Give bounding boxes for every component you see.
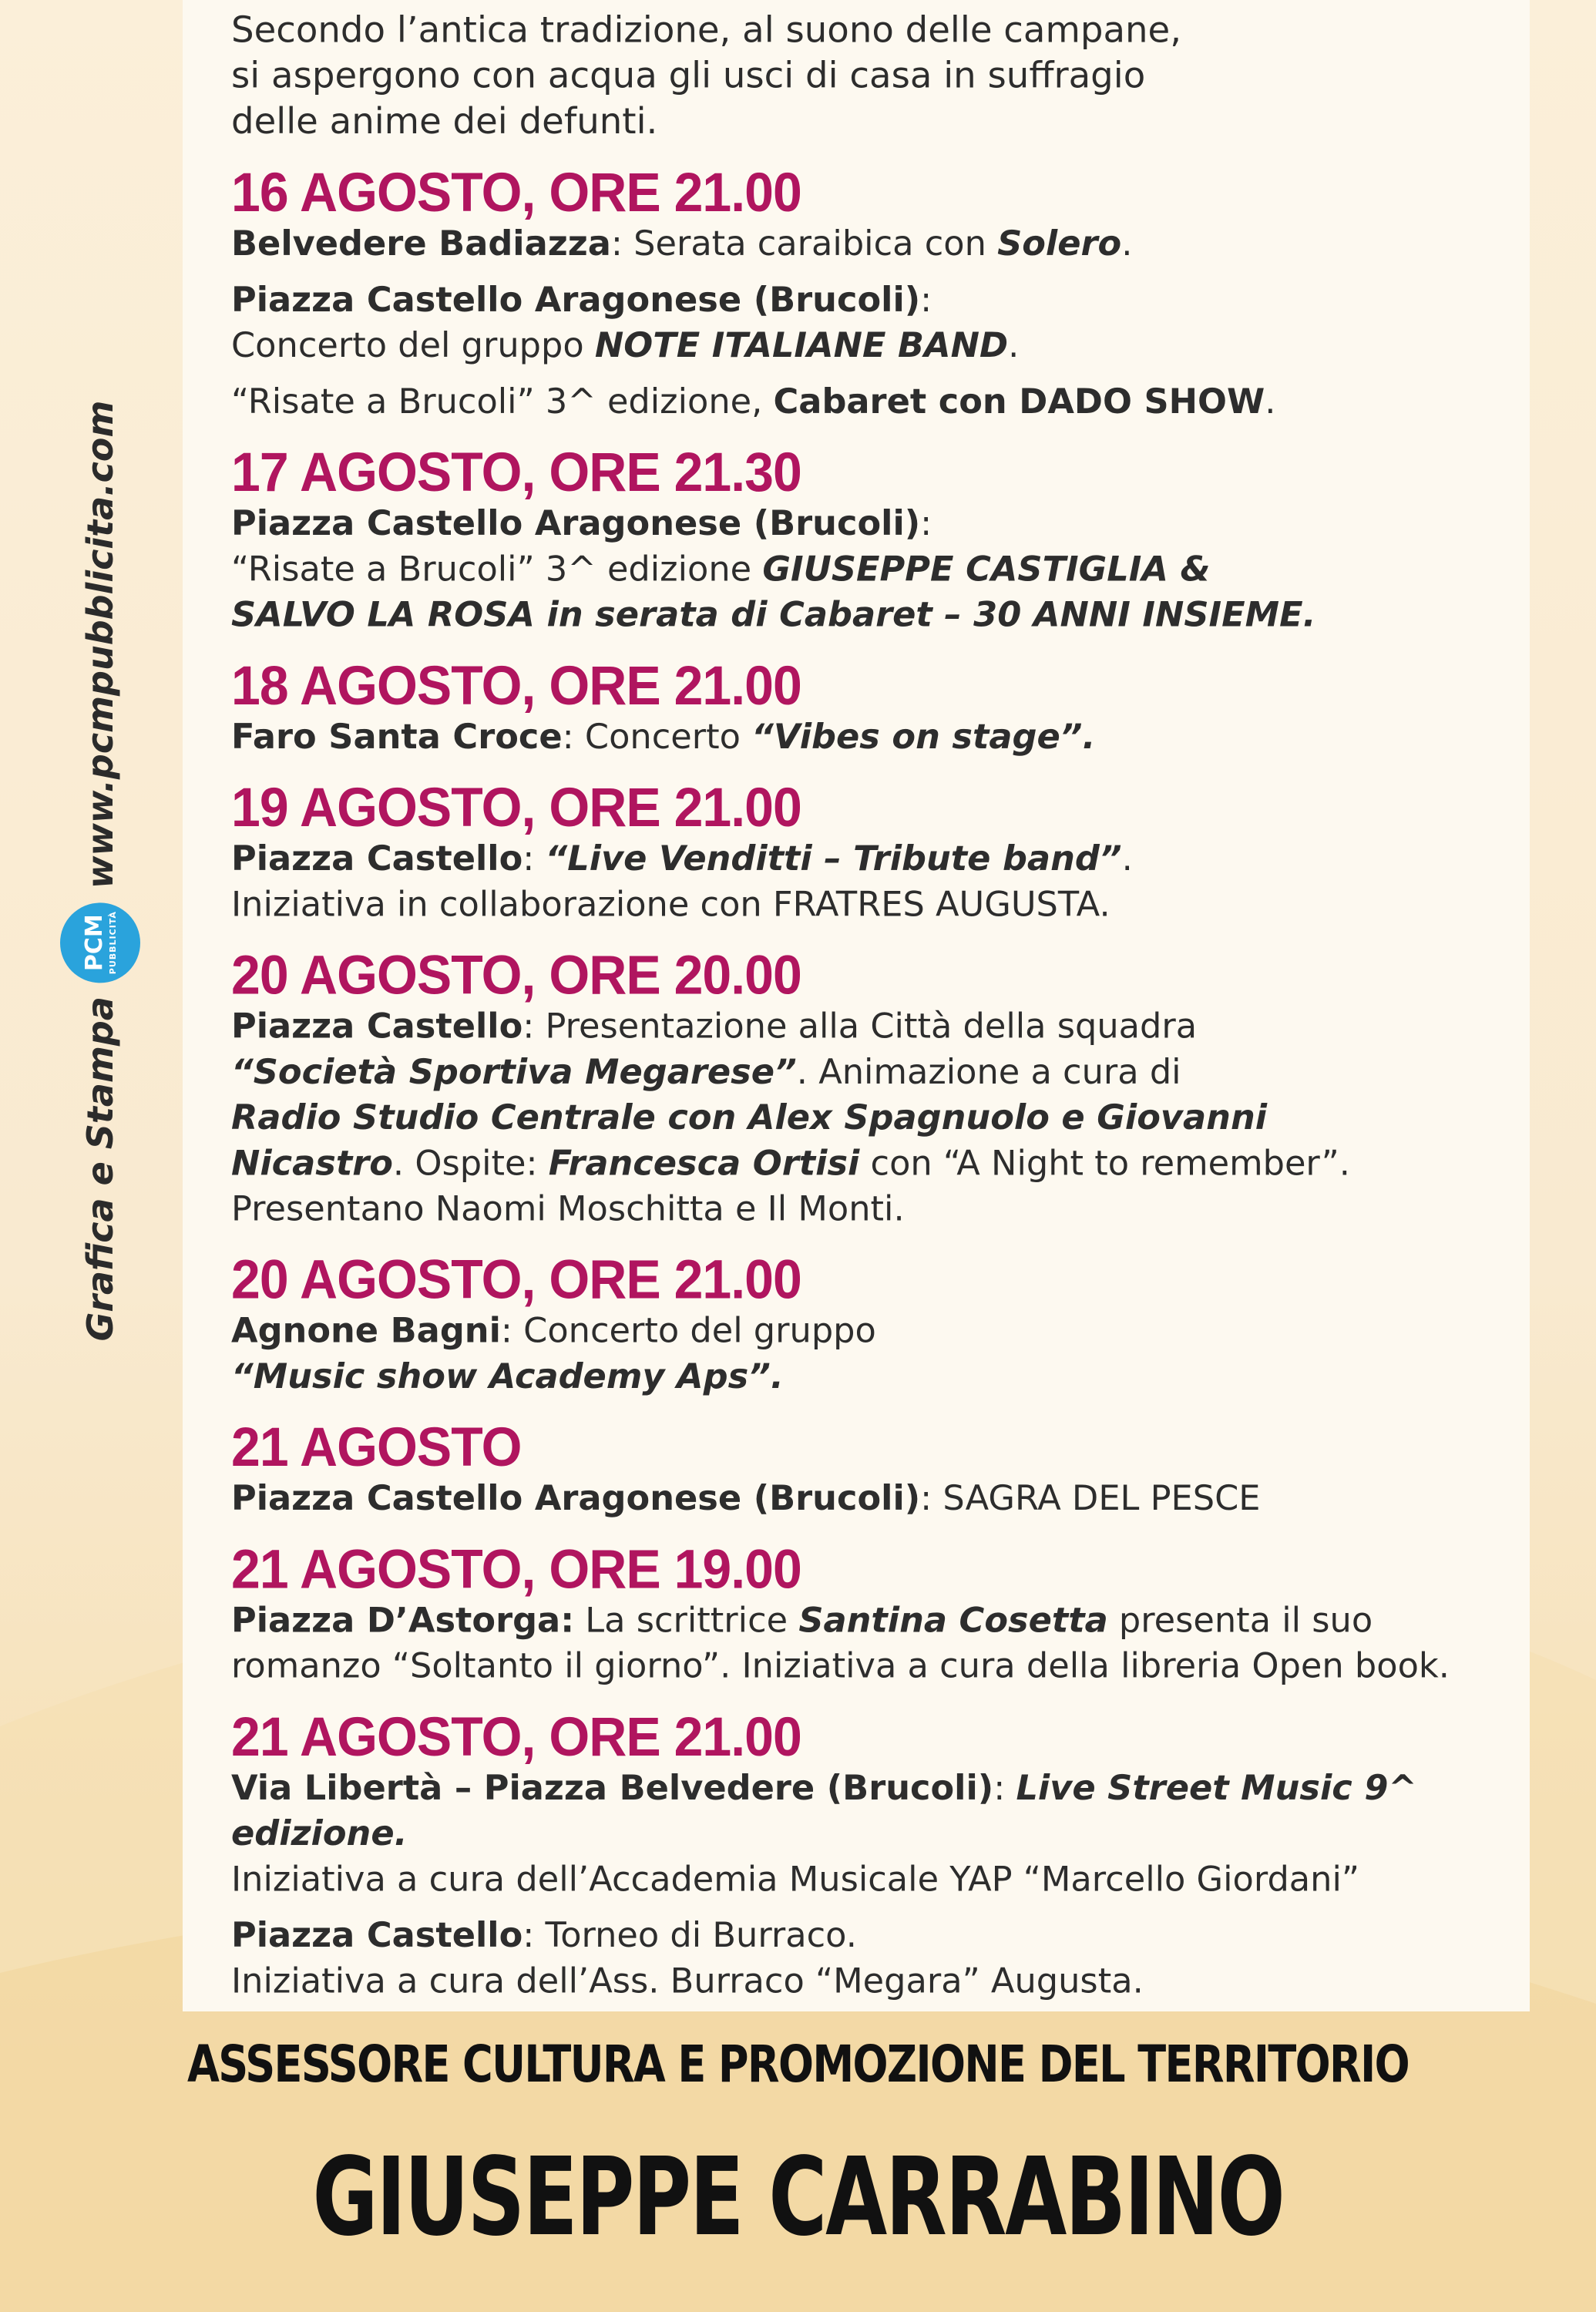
event-list: [231, 161, 1488, 2004]
entry-text: con “A Night to remember”.: [859, 1142, 1351, 1183]
intro-text: [231, 8, 1488, 145]
event-entry: [231, 1308, 1488, 1399]
entry-text: Iniziativa a cura dell’Accademia Musicale YAP “Marcello Giordani”: [231, 1858, 1360, 1900]
event-title: 21 AGOSTO, ORE 21.00: [231, 1705, 801, 1768]
highlight-text: Radio Studio Centrale con Alex Spagnuolo e Giovanni: [231, 1097, 1268, 1138]
entry-line: [231, 1643, 1488, 1689]
event-entry: [231, 835, 1488, 926]
entry-line: [231, 1857, 1488, 1902]
entry-text: . Animazione a cura di: [796, 1051, 1181, 1092]
credit-text: Grafica e Stampa: [79, 996, 121, 1342]
entry-text: . Ospite:: [392, 1142, 549, 1183]
event-title: 20 AGOSTO, ORE 20.00: [231, 944, 801, 1006]
highlight-text: “Società Sportiva Megarese”: [231, 1051, 797, 1092]
highlight-text: Santina Cosetta: [798, 1599, 1108, 1641]
event-item: [231, 1416, 1488, 1521]
entry-text: “Risate a Brucoli” 3^ edizione: [231, 548, 763, 590]
venue-name: Faro Santa Croce: [231, 716, 563, 757]
event-title: 17 AGOSTO, ORE 21.30: [231, 441, 801, 503]
event-item: [231, 1537, 1488, 1689]
entry-line: [231, 592, 1488, 637]
program-content: [231, 0, 1488, 2004]
entry-text: Concerto del gruppo: [231, 324, 595, 365]
footer-subtitle: ASSESSORE CULTURA E PROMOZIONE DEL TERRITORIO: [187, 2035, 1409, 2094]
venue-name: Agnone Bagni: [231, 1310, 501, 1351]
event-entry: [231, 501, 1488, 638]
venue-name: Belvedere Badiazza: [231, 223, 611, 264]
entry-line: [231, 277, 1488, 322]
venue-name: Piazza Castello: [231, 1005, 523, 1047]
intro-line: Secondo l’antica tradizione, al suono delle campane,: [231, 8, 1182, 52]
venue-name: Piazza D’Astorga:: [231, 1599, 575, 1641]
entry-text: : Concerto del gruppo: [500, 1310, 876, 1351]
event-title: 21 AGOSTO: [231, 1416, 522, 1478]
entry-line: [231, 1353, 1488, 1399]
event-title: 19 AGOSTO, ORE 21.00: [231, 776, 801, 838]
entry-text: : Concerto: [562, 716, 752, 757]
entry-text: : Torneo di Burraco.: [522, 1914, 857, 1955]
event-entry: [231, 1598, 1488, 1689]
entry-text: Presentano Naomi Moschitta e Il Monti.: [231, 1188, 905, 1229]
entry-line: [231, 546, 1488, 592]
entry-line: [231, 714, 1488, 759]
entry-line: [231, 220, 1488, 266]
footer-name: GIUSEPPE CARRABINO: [312, 2135, 1284, 2260]
entry-line: [231, 1958, 1488, 2004]
entry-line: [231, 1186, 1488, 1232]
entry-line: [231, 1476, 1488, 1521]
venue-name: Cabaret con DADO SHOW: [773, 381, 1265, 422]
highlight-text: Live Street Music 9^ edizione.: [231, 1767, 1417, 1853]
entry-line: [231, 1598, 1488, 1643]
highlight-text: Francesca Ortisi: [548, 1142, 860, 1183]
entry-text: “Risate a Brucoli” 3^ edizione,: [231, 381, 774, 422]
sidebar-credit: [73, 362, 127, 1379]
entry-text: : SAGRA DEL PESCE: [920, 1477, 1261, 1518]
event-entry: [231, 1003, 1488, 1232]
event-title: 20 AGOSTO, ORE 21.00: [231, 1248, 801, 1310]
intro-line: si aspergono con acqua gli usci di casa in suffragio: [231, 54, 1146, 97]
entry-line: [231, 1913, 1488, 1958]
entry-line: [231, 835, 1488, 881]
highlight-text: NOTE ITALIANE BAND: [594, 324, 1009, 365]
entry-text: :: [993, 1767, 1016, 1808]
highlight-text: GIUSEPPE CASTIGLIA &: [762, 548, 1211, 590]
event-entry: [231, 1765, 1488, 1902]
website-link[interactable]: www.pcmpubblicita.com: [79, 400, 121, 889]
entry-line: [231, 1141, 1488, 1186]
event-entry: [231, 714, 1488, 759]
venue-name: Via Libertà – Piazza Belvedere (Brucoli): [231, 1767, 994, 1808]
entry-line: [231, 1094, 1488, 1140]
highlight-text: SALVO LA ROSA in serata di Cabaret – 30 ANNI INSIEME.: [231, 593, 1316, 635]
highlight-text: “Music show Academy Aps”.: [231, 1356, 784, 1396]
entry-line: [231, 1765, 1488, 1856]
entry-line: [231, 378, 1488, 424]
venue-name: Piazza Castello: [231, 838, 523, 879]
event-item: [231, 943, 1488, 1232]
event-item: [231, 654, 1488, 760]
event-title: 18 AGOSTO, ORE 21.00: [231, 654, 801, 717]
event-entry: [231, 277, 1488, 368]
entry-line: [231, 1003, 1488, 1049]
event-entry: [231, 1913, 1488, 2004]
entry-line: [231, 322, 1488, 368]
event-item: [231, 441, 1488, 637]
entry-text: presenta il suo: [1107, 1599, 1373, 1641]
entry-text: :: [920, 502, 932, 543]
venue-name: Piazza Castello: [231, 1914, 523, 1955]
entry-text: :: [920, 279, 932, 320]
event-entry: [231, 220, 1488, 266]
entry-text: .: [1121, 838, 1133, 879]
highlight-text: “Vibes on stage”.: [751, 716, 1096, 757]
entry-text: :: [522, 838, 546, 879]
event-item: [231, 161, 1488, 425]
event-entry: [231, 1476, 1488, 1521]
highlight-text: Nicastro: [231, 1142, 393, 1183]
entry-text: : Serata caraibica con: [610, 223, 998, 264]
entry-line: [231, 501, 1488, 546]
entry-text: .: [1121, 223, 1133, 264]
highlight-text: “Live Venditti – Tribute band”: [545, 838, 1122, 879]
entry-line: [231, 1308, 1488, 1353]
entry-text: .: [1265, 381, 1276, 422]
entry-text: .: [1008, 324, 1020, 365]
logo-text: PCM: [81, 914, 108, 972]
entry-text: Iniziativa in collaborazione con FRATRES AUGUSTA.: [231, 883, 1110, 925]
event-title: 16 AGOSTO, ORE 21.00: [231, 161, 801, 223]
event-item: [231, 1705, 1488, 2004]
event-entry: [231, 378, 1488, 424]
entry-text: La scrittrice: [574, 1599, 799, 1641]
entry-text: : Presentazione alla Città della squadra: [522, 1005, 1198, 1047]
entry-line: [231, 882, 1488, 927]
pcm-logo: [60, 902, 140, 983]
event-title: 21 AGOSTO, ORE 19.00: [231, 1538, 801, 1600]
entry-line: [231, 1049, 1488, 1094]
venue-name: Piazza Castello Aragonese (Brucoli): [231, 1477, 921, 1518]
event-item: [231, 776, 1488, 927]
venue-name: Piazza Castello Aragonese (Brucoli): [231, 502, 921, 543]
entry-text: romanzo “Soltanto il giorno”. Iniziativa a cura della libreria Open book.: [231, 1645, 1450, 1686]
venue-name: Piazza Castello Aragonese (Brucoli): [231, 279, 921, 320]
entry-text: Iniziativa a cura dell’Ass. Burraco “Megara” Augusta.: [231, 1960, 1144, 2001]
logo-subtext: PUBBLICITÀ: [108, 911, 118, 975]
intro-line: delle anime dei defunti.: [231, 100, 658, 143]
highlight-text: Solero: [997, 223, 1122, 264]
event-item: [231, 1248, 1488, 1399]
